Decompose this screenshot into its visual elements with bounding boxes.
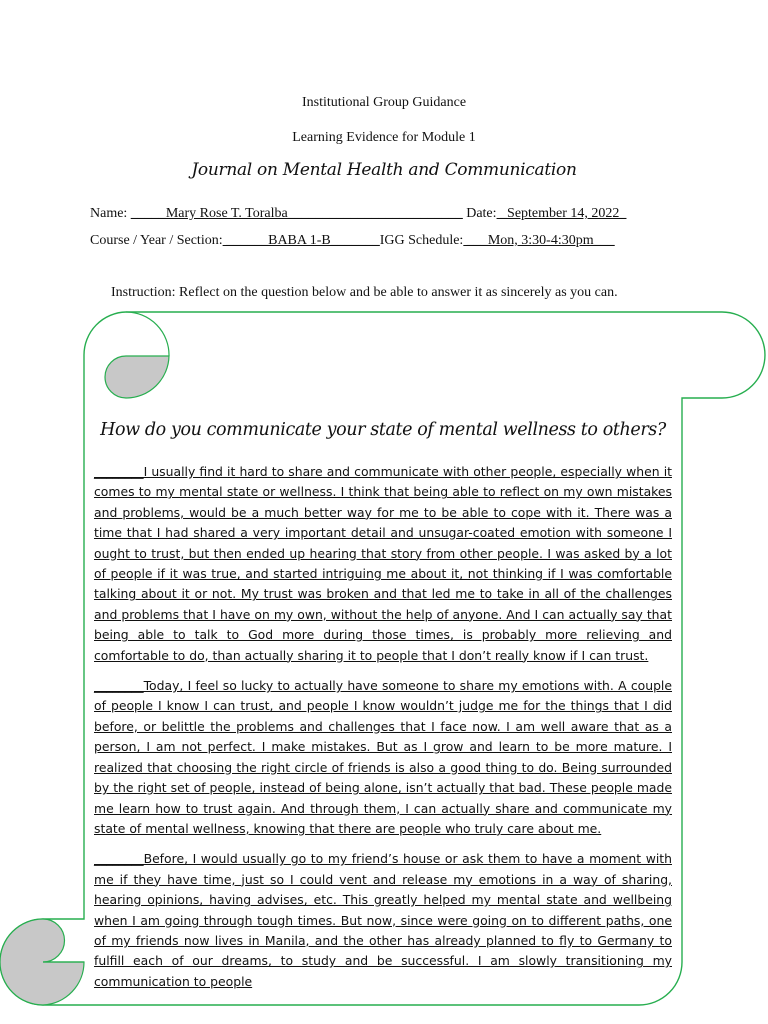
name-label: Name: — [90, 206, 128, 221]
course-label: Course / Year / Section: — [90, 233, 223, 248]
essay-paragraph: ________Before, I would usually go to my friend’s house or ask them to have a moment with me if they have time, just so I could vent and release my emotions in a way of sharing, hearing opinions, having advises, etc. This greatly helped my mental state and wellbeing when I am going through tough times. But now, since were going on to different paths, one of my friends now lives in Manila, and the other has already planned to fly to Germany to fulfill each of our dreams, to study and be successful. I am slowly transitioning my communication to people — [94, 851, 672, 989]
schedule-value: ___Mon, 3:30-4:30pm___ — [463, 233, 615, 248]
date-value: _September 14, 2022_ — [496, 206, 627, 221]
institution-heading: Institutional Group Guidance — [301, 95, 467, 110]
page-title: Journal on Mental Health and Communication — [191, 160, 577, 180]
essay-paragraph: ________I usually find it hard to share and communicate with other people, especially when it comes to my mental state or wellness. I think that being able to reflect on my own mistakes and problems, would be a much better way for me to be able to cope with it. There was a time that I had shared a very important detail and unsugar-coated emotion with someone I ought to trust, but then ended up hearing that story from other people. I was asked by a lot of people if it was true, and started intriguing me about it, not thinking if I was comfortable talking about it or not. My trust was broken and that led me to take in all of the challenges and problems that I have on my own, without the help of anyone. And I can actually say that being able to talk to God more during those times, is probably more relieving and comfortable to do, than actually sharing it to people that I don’t really know if I can trust. — [94, 464, 672, 663]
essay-body — [94, 462, 672, 989]
course-value: ______BABA 1-B_______ — [222, 233, 380, 248]
module-heading: Learning Evidence for Module 1 — [292, 130, 476, 145]
schedule-label: IGG Schedule: — [379, 233, 464, 248]
date-label: Date: — [462, 206, 497, 221]
instruction-text: Instruction: Reflect on the question below and be able to answer it as sincerely as you can. — [111, 285, 618, 300]
essay-paragraph: ________Today, I feel so lucky to actually have someone to share my emotions with. A couple of people I know I can trust, and people I know wouldn’t judge me for the things that I did before, or belittle the problems and challenges that I face now. I am well aware that as a person, I am not perfect. I make mistakes. But as I grow and learn to be more mature. I realized that choosing the right circle of friends is also a good thing to do. Being surrounded by the right set of people, instead of being alone, isn’t actually that bad. These people made me learn how to trust again. And through them, I can actually share and communicate my state of mental wellness, knowing that there are people who truly care about me. — [94, 678, 672, 836]
question-heading: How do you communicate your state of mental wellness to others? — [100, 420, 666, 440]
name-value: _____Mary Rose T. Toralba_________________________ — [130, 206, 463, 221]
